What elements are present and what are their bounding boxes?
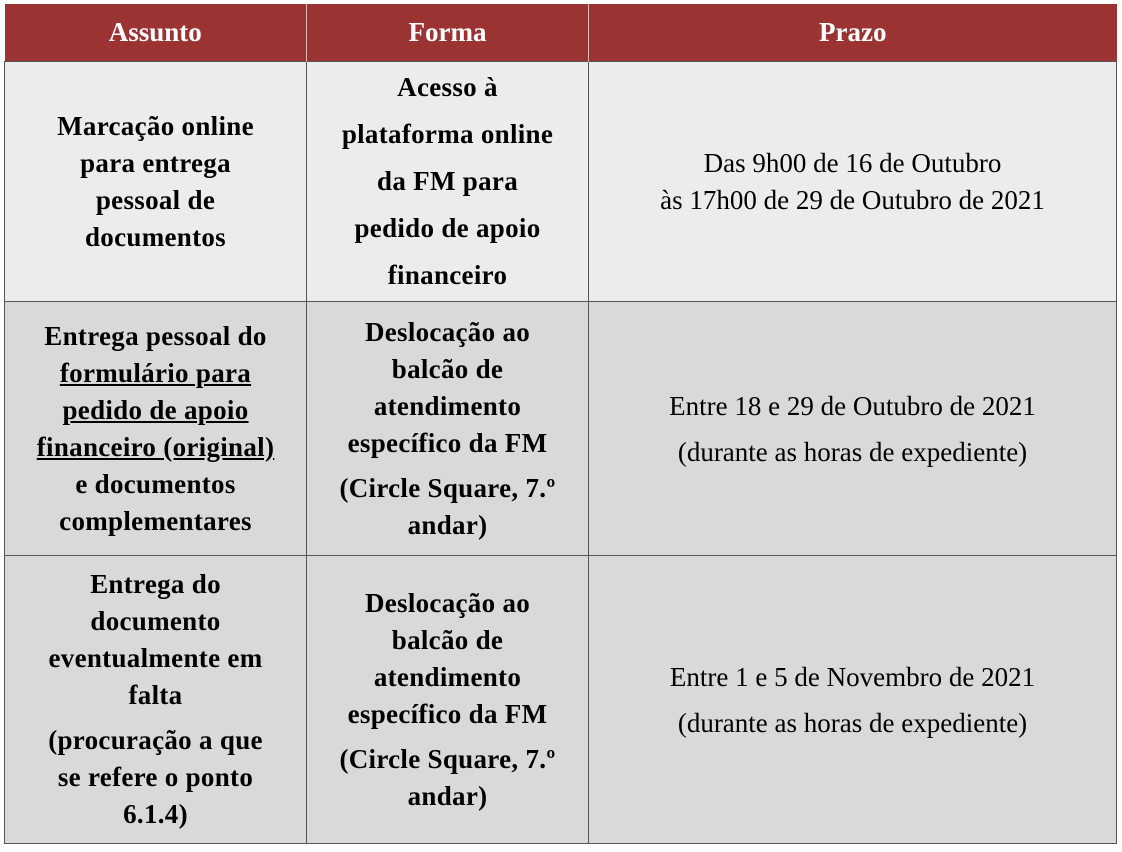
prazo-line: Das 9h00 de 16 de Outubro (703, 147, 1002, 178)
assunto-line: complementares (59, 505, 252, 536)
forma-line: balcão de (391, 624, 504, 655)
prazo-line: (durante as horas de expediente) (677, 436, 1028, 467)
assunto-line: documentos (84, 221, 226, 252)
assunto-line: (procuração a que (48, 725, 263, 755)
cell-assunto (5, 556, 307, 844)
assunto-line: falta (128, 680, 183, 710)
cell-assunto (5, 62, 307, 302)
forma-line: específico da FM (347, 427, 548, 458)
forma-line: plataforma online (341, 119, 554, 149)
assunto-link-line: formulário para (59, 357, 252, 388)
forma-line: Deslocação ao (364, 587, 531, 618)
header-row (5, 4, 1117, 62)
cell-prazo (589, 62, 1117, 302)
prazo-line: Entre 18 e 29 de Outubro de 2021 (669, 390, 1036, 421)
prazo-line: às 17h00 de 29 de Outubro de 2021 (660, 184, 1045, 215)
forma-line: Acesso à (397, 72, 498, 102)
assunto-line: Entrega pessoal do (44, 320, 267, 351)
cell-forma (307, 556, 589, 844)
cell-prazo (589, 302, 1117, 556)
assunto-line: eventualmente em (48, 643, 263, 673)
forma-line: financeiro (387, 260, 508, 290)
table-row (5, 62, 1117, 302)
forma-line: balcão de (391, 353, 504, 384)
assunto-line: 6.1.4) (123, 799, 188, 829)
assunto-line: Marcação online (57, 110, 254, 141)
prazo-line: (durante as horas de expediente) (677, 707, 1028, 738)
forma-line: pedido de apoio (354, 213, 541, 243)
forma-line: atendimento (373, 390, 522, 421)
cell-forma (307, 62, 589, 302)
cell-prazo (589, 556, 1117, 844)
forma-line: (Circle Square, 7.º (339, 743, 556, 774)
assunto-line: para entrega (80, 147, 231, 178)
forma-line: Deslocação ao (364, 316, 531, 347)
cell-assunto (5, 302, 307, 556)
header-assunto: Assunto (5, 4, 307, 62)
assunto-line: pessoal de (95, 184, 216, 215)
assunto-link-line: financeiro (original) (36, 431, 275, 462)
header-prazo: Prazo (589, 4, 1117, 62)
assunto-line: se refere o ponto (57, 762, 254, 792)
forma-line: atendimento (373, 661, 522, 692)
table-row (5, 556, 1117, 844)
prazo-line: Entre 1 e 5 de Novembro de 2021 (669, 661, 1036, 692)
cell-forma (307, 302, 589, 556)
assunto-link-line: pedido de apoio (62, 394, 249, 425)
header-forma: Forma (307, 4, 589, 62)
forma-line: da FM para (377, 166, 518, 196)
forma-line: (Circle Square, 7.º (339, 472, 556, 503)
assunto-line: e documentos (75, 468, 236, 499)
assunto-line: documento (90, 606, 221, 636)
assunto-line: Entrega do (90, 569, 221, 599)
schedule-table (4, 4, 1117, 844)
forma-line: andar) (407, 509, 488, 540)
forma-line: específico da FM (347, 698, 548, 729)
table-row (5, 302, 1117, 556)
forma-line: andar) (407, 780, 488, 811)
